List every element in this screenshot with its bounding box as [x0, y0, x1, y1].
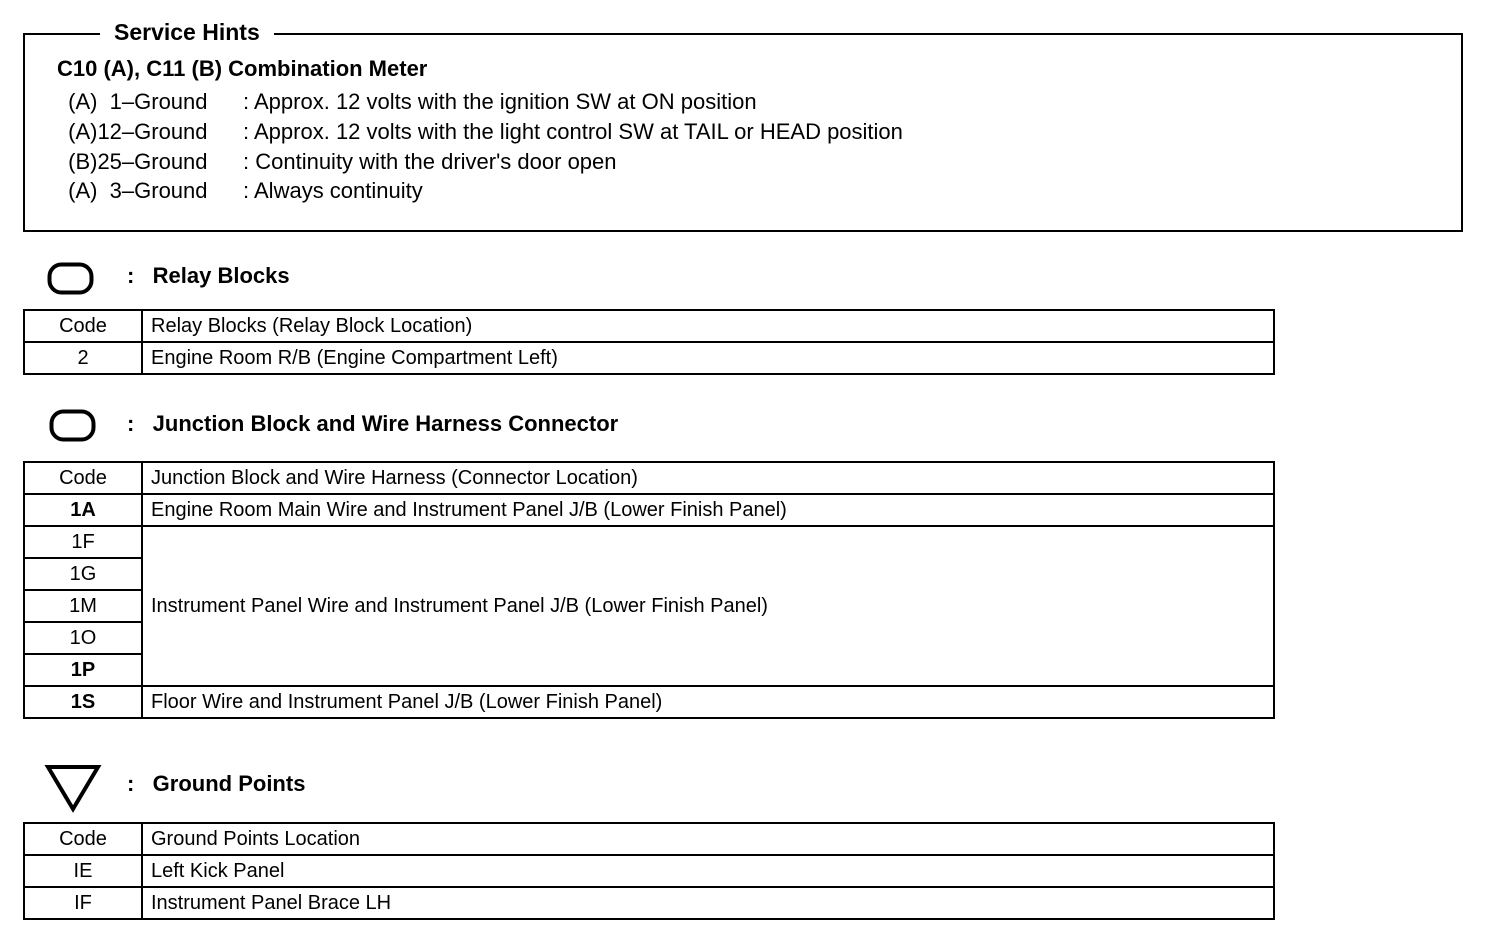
table-header-row [24, 310, 1274, 342]
table-row [24, 526, 1274, 558]
desc-cell: Engine Room R/B (Engine Compartment Left) [142, 342, 1274, 374]
hint-line [62, 149, 617, 175]
code-cell: 1G [24, 558, 142, 590]
table-header-row [24, 823, 1274, 855]
table-row [24, 686, 1274, 718]
hint-text: : Always continuity [243, 178, 423, 203]
section-title: Junction Block and Wire Harness Connector [152, 411, 619, 436]
code-header: Code [24, 462, 142, 494]
table-header-row [24, 462, 1274, 494]
rounded-rectangle-icon [49, 409, 97, 443]
down-triangle-icon [44, 763, 102, 813]
service-hints-title: Service Hints [100, 18, 274, 46]
junction-blocks-table [23, 461, 1275, 719]
hint-line [62, 178, 423, 204]
hint-ref: (B)25–Ground [62, 149, 208, 174]
desc-cell: Instrument Panel Brace LH [142, 887, 1274, 919]
desc-cell: Left Kick Panel [142, 855, 1274, 887]
code-header: Code [24, 310, 142, 342]
merged-desc-cell: Instrument Panel Wire and Instrument Panel J/B (Lower Finish Panel) [142, 526, 1274, 686]
hint-text: : Continuity with the driver's door open [243, 149, 617, 174]
service-hints-heading: C10 (A), C11 (B) Combination Meter [57, 56, 428, 81]
section-title: Relay Blocks [152, 263, 290, 288]
hint-ref: (A) 3–Ground [62, 178, 208, 203]
code-cell: IF [24, 887, 142, 919]
code-cell: 1M [24, 590, 142, 622]
desc-header: Ground Points Location [142, 823, 1274, 855]
hint-line [62, 89, 757, 115]
desc-cell: Engine Room Main Wire and Instrument Panel J/B (Lower Finish Panel) [142, 494, 1274, 526]
table-row [24, 342, 1274, 374]
hint-ref: (A) 1–Ground [62, 89, 208, 114]
heading-colon: : [127, 411, 135, 436]
hint-text: : Approx. 12 volts with the ignition SW at ON position [243, 89, 757, 114]
relay-blocks-table [23, 309, 1275, 375]
hint-line [62, 119, 903, 145]
desc-header: Relay Blocks (Relay Block Location) [142, 310, 1274, 342]
code-header: Code [24, 823, 142, 855]
code-cell: 1A [24, 494, 142, 526]
table-row [24, 494, 1274, 526]
code-cell: 1P [24, 654, 142, 686]
desc-header: Junction Block and Wire Harness (Connector Location) [142, 462, 1274, 494]
code-cell: IE [24, 855, 142, 887]
junction-blocks-heading [127, 411, 618, 437]
rounded-rectangle-icon [47, 262, 95, 296]
hint-text: : Approx. 12 volts with the light control SW at TAIL or HEAD position [243, 119, 903, 144]
desc-cell: Floor Wire and Instrument Panel J/B (Lower Finish Panel) [142, 686, 1274, 718]
heading-colon: : [127, 771, 135, 796]
code-cell: 2 [24, 342, 142, 374]
table-row [24, 887, 1274, 919]
code-cell: 1O [24, 622, 142, 654]
relay-blocks-heading [127, 263, 290, 289]
code-cell: 1F [24, 526, 142, 558]
ground-points-heading [127, 771, 305, 797]
ground-points-table [23, 822, 1275, 920]
code-cell: 1S [24, 686, 142, 718]
table-row [24, 855, 1274, 887]
heading-colon: : [127, 263, 135, 288]
section-title: Ground Points [152, 771, 306, 796]
hint-ref: (A)12–Ground [62, 119, 208, 144]
